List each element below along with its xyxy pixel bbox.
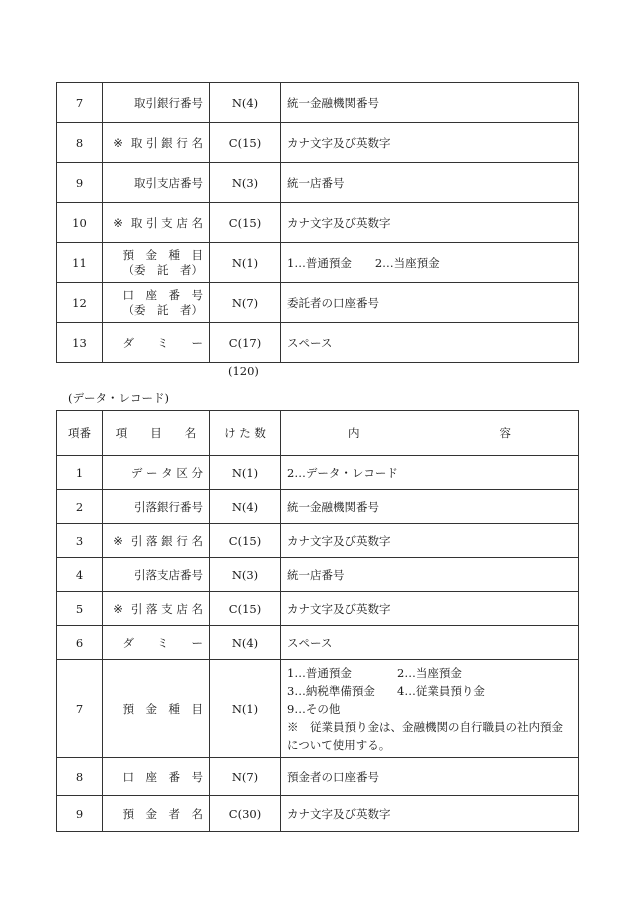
- item-no: 9: [57, 796, 103, 832]
- item-no: 7: [57, 660, 103, 758]
- item-name: デ ー タ 区 分: [103, 456, 210, 490]
- item-description: 統一金融機関番号: [281, 490, 579, 524]
- item-length: N(1): [210, 243, 281, 283]
- item-name: ダ ミ ー: [103, 626, 210, 660]
- item-name: 引落銀行番号: [103, 490, 210, 524]
- item-description: 統一店番号: [281, 163, 579, 203]
- item-no: 13: [57, 323, 103, 363]
- item-description: 統一金融機関番号: [281, 83, 579, 123]
- table-header: [57, 411, 579, 456]
- item-name: ダ ミ ー: [103, 323, 210, 363]
- item-no: 8: [57, 123, 103, 163]
- item-length: N(3): [210, 163, 281, 203]
- item-no: 5: [57, 592, 103, 626]
- table-row: [57, 592, 579, 626]
- item-description: カナ文字及び英数字: [281, 203, 579, 243]
- table-row: [57, 283, 579, 323]
- item-length: C(30): [210, 796, 281, 832]
- item-name: ※ 引 落 支 店 名: [103, 592, 210, 626]
- item-description: 預金者の口座番号: [281, 758, 579, 796]
- table-row: [57, 323, 579, 363]
- item-name: 預 金 者 名: [103, 796, 210, 832]
- item-length: N(1): [210, 660, 281, 758]
- item-no: 11: [57, 243, 103, 283]
- table-row: [57, 758, 579, 796]
- table-row: [57, 123, 579, 163]
- total-length: (120): [228, 364, 259, 378]
- item-no: 7: [57, 83, 103, 123]
- item-length: N(1): [210, 456, 281, 490]
- table-row: [57, 456, 579, 490]
- item-length: N(4): [210, 490, 281, 524]
- item-no: 2: [57, 490, 103, 524]
- item-description: 2…データ・レコード: [281, 456, 579, 490]
- record-table-top: [56, 82, 579, 363]
- item-name: 預 金 種 目 （委 託 者）: [103, 243, 210, 283]
- item-name: 預 金 種 目: [103, 660, 210, 758]
- table-row: [57, 524, 579, 558]
- item-length: N(7): [210, 283, 281, 323]
- item-description: カナ文字及び英数字: [281, 524, 579, 558]
- note-text: ※ 従業員預り金は、金融機関の自行職員の社内預金について使用する。: [287, 719, 563, 752]
- table-row: [57, 243, 579, 283]
- item-description: スペース: [281, 626, 579, 660]
- item-description: カナ文字及び英数字: [281, 592, 579, 626]
- item-no: 12: [57, 283, 103, 323]
- header-length: け た 数: [210, 411, 281, 456]
- header-name: 項 目 名: [103, 411, 210, 456]
- table-row: [57, 83, 579, 123]
- item-name: ※ 引 落 銀 行 名: [103, 524, 210, 558]
- item-name: ※ 取 引 銀 行 名: [103, 123, 210, 163]
- item-description: 1…普通預金 2…当座預金: [281, 243, 579, 283]
- item-length: C(15): [210, 203, 281, 243]
- item-name: 取引銀行番号: [103, 83, 210, 123]
- item-length: C(17): [210, 323, 281, 363]
- table-row: [57, 626, 579, 660]
- item-length: N(3): [210, 558, 281, 592]
- header-no: 項番: [57, 411, 103, 456]
- item-name: 口 座 番 号: [103, 758, 210, 796]
- item-length: N(4): [210, 626, 281, 660]
- item-length: C(15): [210, 524, 281, 558]
- table-row: [57, 796, 579, 832]
- item-name: ※ 取 引 支 店 名: [103, 203, 210, 243]
- item-no: 1: [57, 456, 103, 490]
- note-mark: ※: [113, 135, 123, 150]
- item-name: 取引支店番号: [103, 163, 210, 203]
- item-length: N(4): [210, 83, 281, 123]
- item-length: C(15): [210, 123, 281, 163]
- note-mark: ※: [113, 601, 123, 616]
- item-no: 9: [57, 163, 103, 203]
- item-description: スペース: [281, 323, 579, 363]
- item-name: 口 座 番 号 （委 託 者）: [103, 283, 210, 323]
- item-no: 8: [57, 758, 103, 796]
- item-no: 6: [57, 626, 103, 660]
- note-mark: ※: [113, 215, 123, 230]
- header-description: 内 容: [281, 411, 579, 456]
- item-description: 1…普通預金 2…当座預金 3…納税準備預金 4…従業員預り金 9…その他 ※ 従業員預り金は、金融機関の自行職員の社内預金について使用する。: [281, 660, 579, 758]
- table-row: [57, 203, 579, 243]
- data-record-table: [56, 410, 579, 832]
- item-length: N(7): [210, 758, 281, 796]
- note-mark: ※: [113, 533, 123, 548]
- section-caption: (データ・レコード): [68, 391, 169, 405]
- item-no: 4: [57, 558, 103, 592]
- item-length: C(15): [210, 592, 281, 626]
- item-name: 引落支店番号: [103, 558, 210, 592]
- item-no: 10: [57, 203, 103, 243]
- table-row: [57, 660, 579, 758]
- table-row: [57, 490, 579, 524]
- item-description: カナ文字及び英数字: [281, 123, 579, 163]
- item-description: 統一店番号: [281, 558, 579, 592]
- item-description: 委託者の口座番号: [281, 283, 579, 323]
- table-row: [57, 163, 579, 203]
- table-row: [57, 558, 579, 592]
- item-description: カナ文字及び英数字: [281, 796, 579, 832]
- item-no: 3: [57, 524, 103, 558]
